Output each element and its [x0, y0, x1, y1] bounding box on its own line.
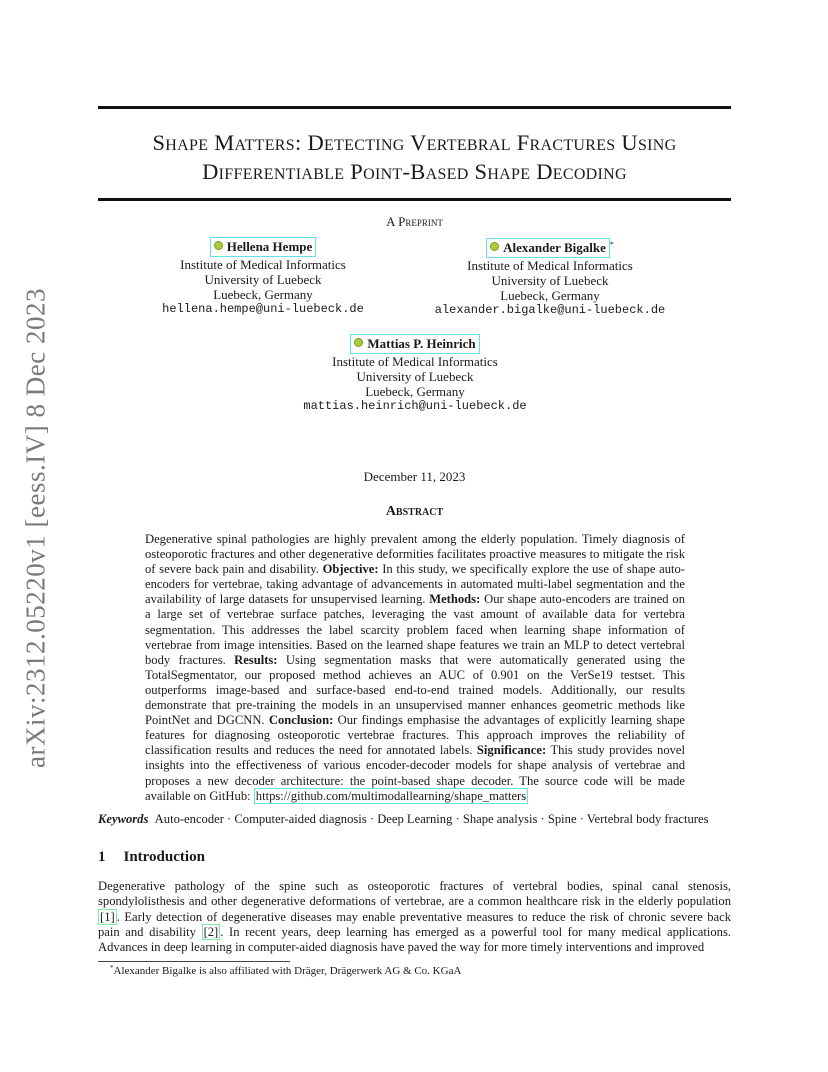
keywords-line: [98, 812, 738, 827]
github-link[interactable]: https://github.com/multimodallearning/shape_matters: [255, 788, 527, 803]
section-heading: [98, 849, 205, 866]
methods-label: Methods:: [429, 592, 481, 607]
author-name: Hellena Hempe: [226, 239, 313, 254]
author-block-1: [140, 237, 386, 317]
citation-link-2[interactable]: [2]: [203, 924, 219, 939]
intro-text-2: . Early detection of degenerative diseases may enable preventative measures to reduce the risk of chronic severe back pain and disability: [98, 909, 731, 939]
author-block-3: [290, 334, 540, 414]
paper-date: December 11, 2023: [363, 469, 466, 484]
author-name-link[interactable]: [350, 334, 479, 354]
footnote-mark[interactable]: *: [609, 240, 614, 249]
preprint-label: A Preprint: [386, 214, 443, 229]
author-name-link[interactable]: [210, 237, 317, 257]
significance-text: This study provides novel insights into the effectiveness of various encoder-decoder models for shape analysis of vertebrae and proposes a new decoder architecture: the point-based shape decoder. The source code will be made available on GitHub:: [145, 743, 685, 803]
author-affiliation: Institute of Medical Informatics: [467, 258, 633, 273]
author-email[interactable]: hellena.hempe@uni-luebeck.de: [162, 302, 364, 316]
title-line-2: Differentiable Point-Based Shape Decoding: [202, 159, 627, 184]
author-name-link[interactable]: [486, 238, 610, 258]
footnote-rule: [98, 961, 290, 962]
abstract-intro: Degenerative spinal pathologies are highly prevalent among the elderly population. Timely diagnosis of osteoporotic fractures and other degenerative deformities facilitates proactive measures to mitigate the risk of severe back pain and disability.: [145, 532, 685, 577]
arxiv-identifier: arXiv:2312.05220v1 [eess.IV] 8 Dec 2023: [20, 288, 51, 768]
paper-title: [98, 128, 731, 186]
objective-label: Objective:: [322, 562, 379, 577]
keywords-label: Keywords: [98, 812, 149, 826]
abstract-body: [145, 532, 685, 804]
author-email[interactable]: alexander.bigalke@uni-luebeck.de: [434, 303, 666, 317]
conclusion-text: Our findings emphasise the advantages of explicitly learning shape features for diagnosing osteoporotic vertebrae fractures. This approach improves the reliability of classification results and reduces the need for annotated labels.: [145, 713, 685, 758]
title-line-1: Shape Matters: Detecting Vertebral Fractures Using: [152, 130, 677, 155]
author-location: Luebeck, Germany: [365, 384, 465, 399]
keywords-list: Auto-encoder · Computer-aided diagnosis · Deep Learning · Shape analysis · Spine · Vertebral body fractures: [154, 812, 709, 826]
citation-link-1[interactable]: [1]: [100, 909, 115, 924]
abstract-heading: Abstract: [385, 504, 444, 519]
footnote: [110, 964, 461, 977]
conclusion-label: Conclusion:: [268, 713, 334, 728]
section-number: 1: [98, 849, 106, 865]
section-title: Introduction: [123, 849, 205, 865]
orcid-icon[interactable]: [354, 338, 363, 347]
top-rule: [98, 106, 731, 109]
results-label: Results:: [234, 652, 278, 667]
author-university: University of Luebeck: [356, 369, 474, 384]
orcid-icon[interactable]: [490, 242, 499, 251]
author-location: Luebeck, Germany: [500, 288, 600, 303]
author-block-2: [420, 237, 680, 318]
orcid-icon[interactable]: [214, 241, 223, 250]
author-affiliation: Institute of Medical Informatics: [332, 354, 498, 369]
author-university: University of Luebeck: [204, 272, 322, 287]
author-affiliation: Institute of Medical Informatics: [180, 257, 346, 272]
intro-text-3: . In recent years, deep learning has emerged as a powerful tool for many medical applications. Advances in deep learning in computer-aided diagnosis have paved the way for more timely interventions and improved: [98, 924, 732, 955]
intro-text-1: Degenerative pathology of the spine such as osteoporotic fractures of vertebral bodies, spinal canal stenosis, spondylolisthesis and other degenerative deformations of vertebrae, are a common healthcare risk in the elderly population: [98, 879, 731, 909]
results-text: Using segmentation masks that were automatically generated using the TotalSegmentator, our proposed method achieves an AUC of 0.901 on the VerSe19 testset. This outperforms image-based and surface-based end-to-end trained models. Additionally, our results demonstrate that pre-training the models in an unsupervised manner enhances geometric methods like PointNet and DGCNN.: [145, 652, 685, 728]
author-name: Mattias P. Heinrich: [367, 336, 476, 351]
footnote-marker: *: [110, 964, 114, 972]
author-name: Alexander Bigalke: [503, 240, 606, 255]
objective-text: In this study, we specifically explore the use of shape auto-encoders for vertebrae, taking advantage of advancements in automated multi-label segmentation and the availability of large datasets for unsupervised learning.: [145, 562, 685, 607]
author-email[interactable]: mattias.heinrich@uni-luebeck.de: [303, 399, 527, 413]
significance-label: Significance:: [476, 743, 547, 758]
methods-text: Our shape auto-encoders are trained on a large set of vertebrae surface patches, leveraging the vast amount of available data for vertebra segmentation. This addresses the label scarcity problem faced when learning shape information of vertebrae from image intensities. Based on the learned shape features we train an MLP to detect vertebral body fractures.: [145, 592, 685, 667]
author-university: University of Luebeck: [491, 273, 609, 288]
introduction-paragraph: [98, 879, 731, 955]
title-bottom-rule: [98, 198, 731, 201]
author-location: Luebeck, Germany: [213, 287, 313, 302]
footnote-text: Alexander Bigalke is also affiliated with Dräger, Drägerwerk AG & Co. KGaA: [113, 965, 462, 977]
